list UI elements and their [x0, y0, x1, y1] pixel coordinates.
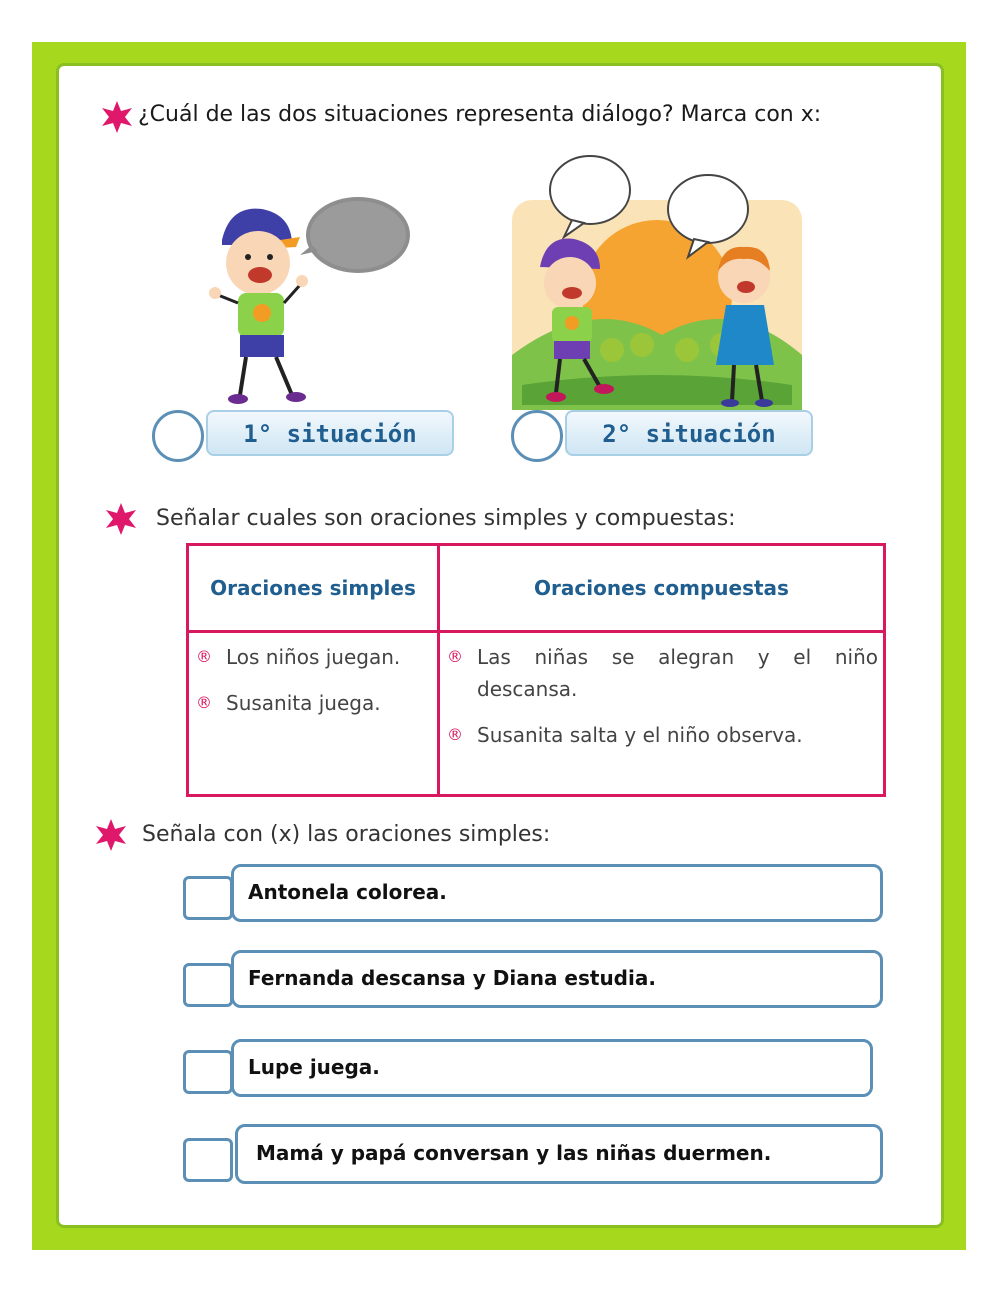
situation-2-label: 2° situación: [565, 410, 813, 456]
option-1-checkbox[interactable]: [183, 876, 233, 920]
star-icon: [94, 818, 128, 852]
sentences-table: [186, 543, 886, 797]
option-4-text: Mamá y papá conversan y las niñas duermen.: [235, 1124, 883, 1184]
situation-1-radio[interactable]: [152, 410, 204, 462]
list-item: ® Susanita salta y el niño observa.: [447, 719, 878, 751]
header-simple: Oraciones simples: [188, 545, 439, 632]
question-3-text: Señala con (x) las oraciones simples:: [142, 822, 551, 847]
list-item: ® Los niños juegan.: [196, 641, 432, 673]
option-2-checkbox[interactable]: [183, 963, 233, 1007]
boy-speaking-illustration: [200, 185, 430, 410]
option-4-checkbox[interactable]: [183, 1138, 233, 1182]
option-2-text: Fernanda descansa y Diana estudia.: [231, 950, 883, 1008]
situation-1-label: 1° situación: [206, 410, 454, 456]
registered-bullet-icon: ®: [447, 725, 463, 744]
star-icon: [100, 100, 134, 134]
registered-bullet-icon: ®: [196, 693, 212, 712]
list-item: ® Susanita juega.: [196, 687, 432, 719]
children-dialogue-illustration: [512, 145, 802, 410]
option-3-checkbox[interactable]: [183, 1050, 233, 1094]
option-3-text: Lupe juega.: [231, 1039, 873, 1097]
question-2-text: Señalar cuales son oraciones simples y compuestas:: [156, 506, 736, 531]
header-compound: Oraciones compuestas: [439, 545, 885, 632]
situation-2-radio[interactable]: [511, 410, 563, 462]
registered-bullet-icon: ®: [196, 647, 212, 666]
simple-sentences-cell: [188, 632, 439, 796]
compound-sentences-cell: [439, 632, 885, 796]
registered-bullet-icon: ®: [447, 647, 463, 666]
list-item: ® Las niñas se alegran y el niño descansa.: [447, 641, 878, 705]
star-icon: [104, 502, 138, 536]
option-1-text: Antonela colorea.: [231, 864, 883, 922]
question-1-text: ¿Cuál de las dos situaciones representa diálogo? Marca con x:: [138, 102, 822, 127]
